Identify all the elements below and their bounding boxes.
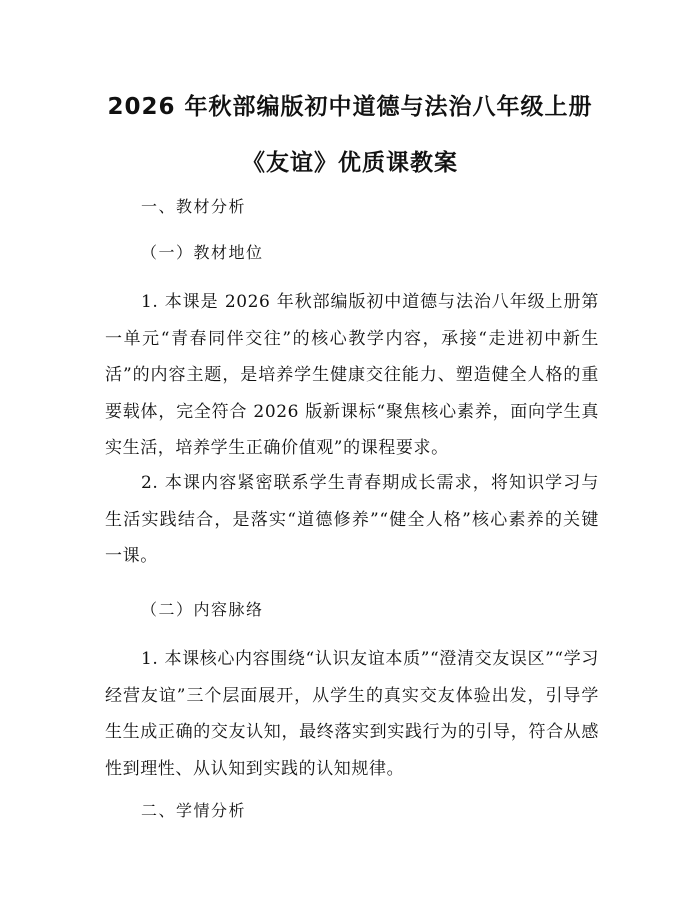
section-heading-student-analysis: 二、学情分析	[141, 801, 247, 820]
paragraph-3: 1. 本课核心内容围绕“认识友谊本质”“澄清交友误区”“学习经营友谊”三个层面展开，从学生的真实交友体验出发，引导学生生成正确的交友认知，最终落实到实践行为的引导，符合从感性到理性、从认知到实践的认知规律。	[105, 649, 599, 779]
document-title-line-2: 《友谊》优质课教案	[242, 150, 458, 176]
document-title-line-1: 2026 年秋部编版初中道德与法治八年级上册	[107, 94, 593, 120]
subsection-heading-textbook-position: （一）教材地位	[141, 243, 264, 262]
section-heading-textbook-analysis: 一、教材分析	[141, 197, 247, 216]
paragraph-1: 1. 本课是 2026 年秋部编版初中道德与法治八年级上册第一单元“青春同伴交往”的核心教学内容，承接“走进初中新生活”的内容主题，是培养学生健康交往能力、塑造健全人格的重要载体，完全符合 2026 版新课标“聚焦核心素养，面向学生真实生活，培养学生正确价值观”的课程要求。	[105, 292, 599, 458]
subsection-heading-content-outline: （二）内容脉络	[141, 600, 264, 619]
paragraph-2: 2. 本课内容紧密联系学生青春期成长需求，将知识学习与生活实践结合，是落实“道德修养”“健全人格”核心素养的关键一课。	[105, 473, 599, 566]
